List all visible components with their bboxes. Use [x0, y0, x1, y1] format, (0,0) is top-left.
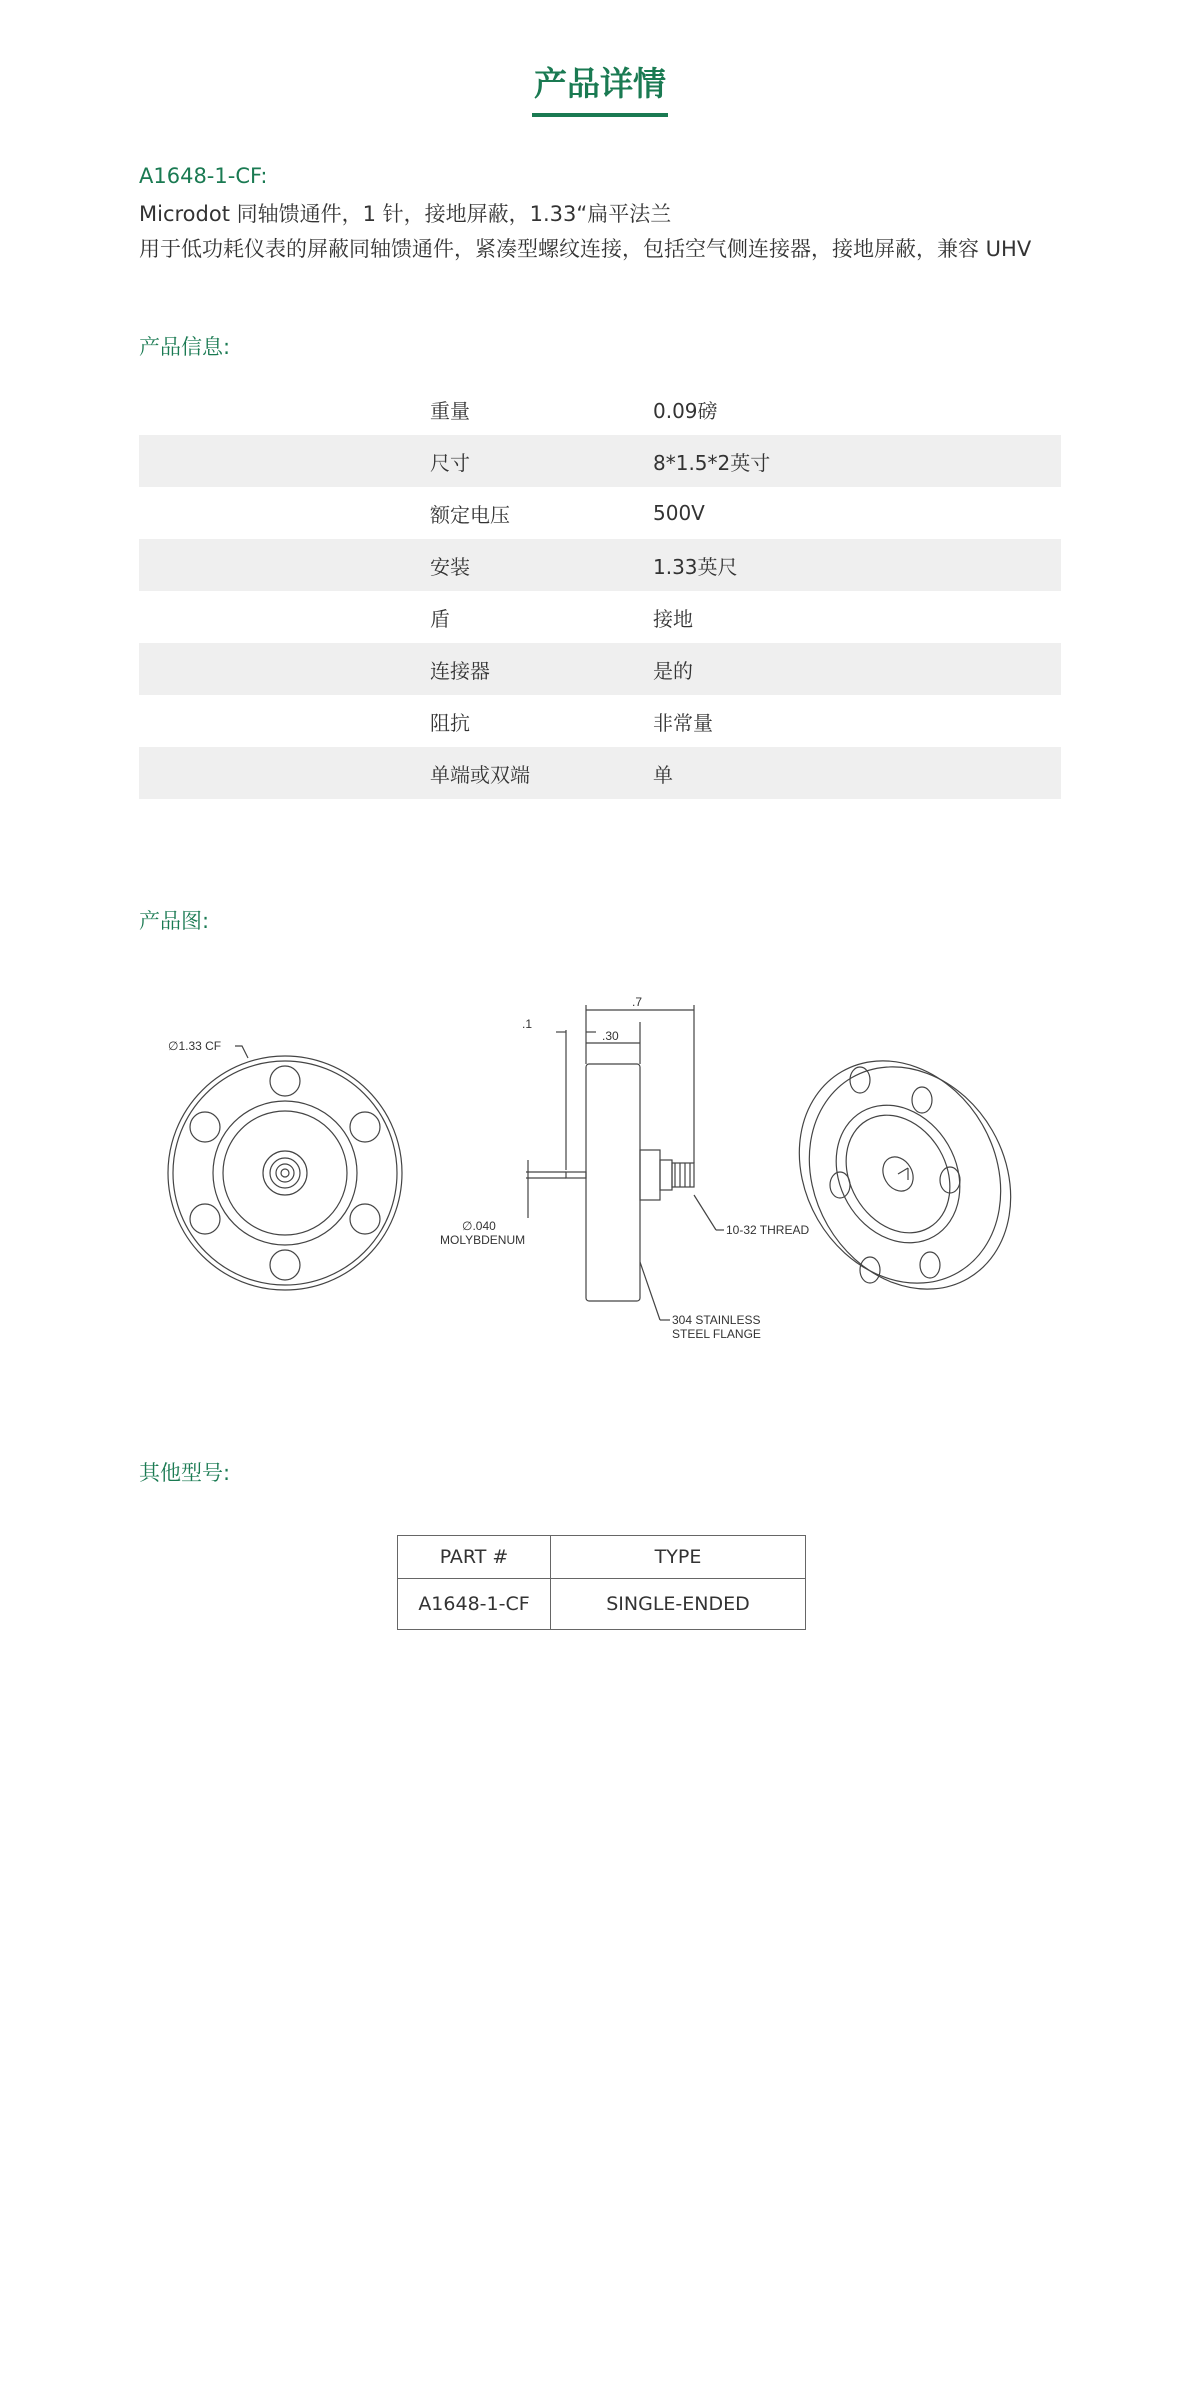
table-row [398, 1579, 806, 1630]
parts-table [397, 1535, 806, 1630]
spec-value: 8*1.5*2英寸 [653, 450, 771, 475]
dim-30-label: .30 [602, 1029, 619, 1043]
page-title-wrap [0, 58, 1200, 117]
dim-7-label: .7 [632, 995, 643, 1009]
spec-value: 单 [653, 762, 673, 787]
pin-diameter-label: ∅.040 [462, 1219, 496, 1233]
spec-value: 1.33英尺 [653, 554, 738, 579]
spec-row [139, 383, 1061, 435]
product-drawing [160, 980, 1040, 1340]
front-view [168, 1039, 402, 1290]
description-line-2: 用于低功耗仪表的屏蔽同轴馈通件，紧凑型螺纹连接，包括空气侧连接器，接地屏蔽，兼容 UHV [139, 237, 1032, 261]
spec-value: 是的 [653, 658, 693, 683]
spec-key: 重量 [430, 398, 470, 423]
side-view [440, 995, 809, 1340]
pin-material-label: MOLYBDENUM [440, 1233, 526, 1247]
flange-diameter-label: ∅1.33 CF [168, 1039, 222, 1053]
spec-row [139, 487, 1061, 539]
spec-row [139, 435, 1061, 487]
spec-value: 非常量 [653, 710, 713, 735]
product-drawing-heading: 产品图: [139, 909, 210, 933]
parts-header-row [398, 1536, 806, 1579]
parts-header-type: TYPE [551, 1536, 806, 1579]
spec-value: 接地 [653, 606, 693, 631]
spec-row [139, 591, 1061, 643]
flange-material-label-1: 304 STAINLESS [672, 1313, 761, 1327]
spec-key: 连接器 [430, 658, 490, 683]
other-models-heading: 其他型号: [139, 1461, 231, 1485]
flange-material-label-2: STEEL FLANGE [672, 1327, 761, 1340]
model-label: A1648-1-CF: [139, 164, 268, 188]
spec-key: 阻抗 [430, 710, 470, 735]
isometric-view [760, 1024, 1040, 1326]
thread-label: 10-32 THREAD [726, 1223, 810, 1237]
description-line-1: Microdot 同轴馈通件，1 针，接地屏蔽，1.33“扁平法兰 [139, 202, 672, 226]
spec-key: 尺寸 [430, 450, 470, 475]
spec-row [139, 695, 1061, 747]
dim-1-label: .1 [522, 1017, 533, 1031]
spec-key: 单端或双端 [430, 762, 530, 787]
spec-key: 安装 [430, 554, 470, 579]
page-title: 产品详情 [532, 58, 668, 117]
part-type-cell: SINGLE-ENDED [551, 1579, 806, 1630]
product-info-heading: 产品信息: [139, 335, 231, 359]
spec-key: 盾 [430, 606, 450, 631]
spec-key: 额定电压 [430, 502, 510, 527]
spec-row [139, 643, 1061, 695]
spec-row [139, 747, 1061, 799]
parts-header-part: PART # [398, 1536, 551, 1579]
part-number-cell: A1648-1-CF [398, 1579, 551, 1630]
spec-value: 500V [653, 501, 705, 525]
product-info-table [139, 383, 1061, 799]
spec-row [139, 539, 1061, 591]
spec-value: 0.09磅 [653, 398, 718, 423]
